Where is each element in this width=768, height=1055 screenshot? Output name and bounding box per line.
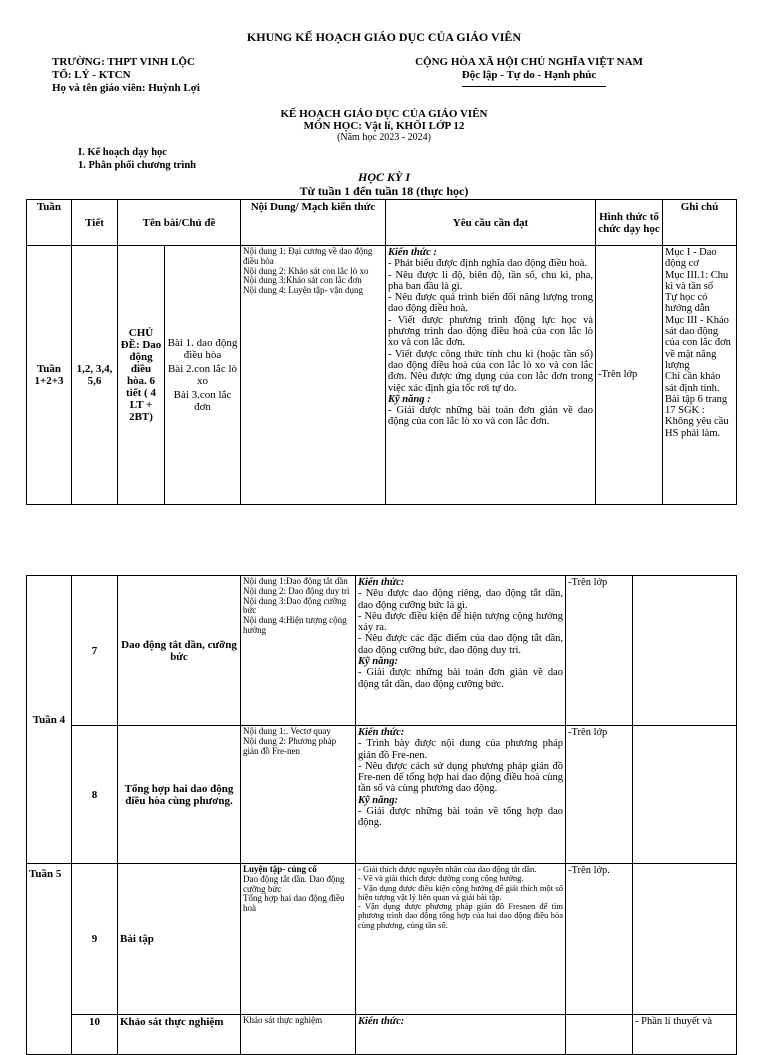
motto-underline	[462, 86, 606, 87]
row5-lesson: Khảo sát thực nghiệm	[118, 1015, 241, 1055]
row2-content-4: Nội dung 4:Hiện tượng cộng hưởng	[243, 615, 347, 635]
row1-note-3: Tự học có hướng dẫn	[665, 292, 710, 315]
row1-note-2: Mục III.1: Chu kì và tần số	[665, 269, 729, 292]
row3-lesson: Tổng hợp hai dao động điều hòa cùng phương.	[118, 726, 241, 864]
term-title: HỌC KỲ I	[357, 170, 410, 184]
row1-kn-line: - Giải được những bài toán đơn giản về dao động của con lắc lò xo và con lắc đơn.	[388, 405, 593, 428]
section-1: I. Kế hoạch dạy học	[78, 147, 167, 158]
row1-week: Tuần 1+2+3	[27, 246, 72, 505]
row2-requirement	[356, 576, 566, 726]
row4-requirement	[356, 864, 566, 1015]
row1-topic: CHỦ ĐỀ: Dao động điều hòa. 6 tiết ( 4 LT + 2BT)	[118, 246, 165, 505]
row1-content-3: Nội dung 3:Khảo sát con lắc đơn	[243, 275, 362, 286]
row4-content	[241, 864, 356, 1015]
group-name: TỔ: LÝ - KTCN	[52, 69, 131, 81]
row3-note	[633, 726, 737, 864]
row1-note-4: Mục III - Khảo sát dao động của con lắc đơn về mặt năng lượng	[665, 314, 731, 371]
header-note: Ghi chú	[663, 200, 737, 246]
header-lesson: Tên bài/Chủ đề	[118, 200, 241, 246]
row1-periods: 1,2, 3,4, 5,6	[72, 246, 118, 505]
row2-period: 7	[72, 576, 118, 726]
national-heading	[414, 56, 644, 82]
row3-period: 8	[72, 726, 118, 864]
term-range: Từ tuần 1 đến tuần 18 (thực học)	[299, 184, 469, 198]
row2-content-2: Nội dung 2: Dao động duy trì	[243, 585, 350, 596]
plan-title: KẾ HOẠCH GIÁO DỤC CỦA GIÁO VIÊN	[280, 108, 488, 120]
row1-lesson-3: Bài 3.con lắc đơn	[173, 389, 232, 413]
nation-title: CỘNG HÒA XÃ HỘI CHỦ NGHĨA VIỆT NAM	[415, 56, 643, 68]
row4-content-1: Dao động tắt dần. Dao động cưỡng bức	[243, 873, 345, 894]
row1-note-1: Mục I - Dao động cơ	[665, 247, 717, 270]
row2-content	[241, 576, 356, 726]
row2-form: -Trên lớp	[566, 576, 633, 726]
row3-req-2: - Nêu được cách sử dụng phương pháp giản đồ Fre-nen để tổng hợp hai dao động điều hoà cùng tần số và cùng phương dao động.	[358, 760, 563, 795]
row1-req-4: - Viết được phương trình động lực học và phương trình dao động điều hoà của con lắc lò xo và con lắc đơn.	[388, 314, 593, 349]
teacher-name: Họ và tên giáo viên: Huỳnh Lợi	[52, 82, 200, 94]
row1-kt-heading: Kiến thức :	[388, 247, 437, 258]
row1-req-5: - Viết được công thức tính chu kì (hoặc tần số) dao động điều hoà của con lắc lò xo và con lắc đơn. Nêu được ứng dụng của con lắc đơn trong việc xác định gia tốc rơi tự do.	[388, 348, 593, 394]
nation-motto: Độc lập - Tự do - Hạnh phúc	[461, 69, 597, 81]
row1-kn-heading: Kỹ năng :	[388, 393, 431, 405]
table-row	[27, 246, 737, 505]
row2-kt-heading: Kiến thức:	[358, 577, 405, 588]
row4-period: 9	[72, 864, 118, 1015]
row3-content-1: Nội dung 1:. Vectơ quay	[243, 726, 331, 736]
section-1-1: 1. Phân phối chương trình	[78, 160, 197, 171]
row4-req-3: - Vận dụng được điều kiện cộng hưởng để giải thích một số hiện tượng vật lý liên quan và giải bài tập.	[358, 882, 563, 902]
row4-req-4: - Vận dụng được phương pháp giản đồ Fresnen để tìm phương trình dao động tổng hợp của hai dao động điều hòa cùng phương, cùng tần số.	[358, 901, 563, 930]
row3-content-2: Nội dung 2: Phương pháp giản đồ Fre-nen	[243, 735, 337, 756]
row1-req-2: - Nêu được li độ, biên độ, tần số, chu kì, pha, pha ban đầu là gì.	[388, 269, 593, 292]
row5-requirement	[356, 1015, 566, 1055]
row5-note: - Phần lí thuyết và	[633, 1015, 737, 1055]
header-requirement: Yêu cầu cần đạt	[386, 200, 596, 246]
row1-lesson-2: Bài 2.con lắc lò xo	[167, 363, 238, 387]
table-header-row	[27, 200, 737, 246]
row1-lessons	[165, 246, 241, 505]
header-content: Nội Dung/ Mạch kiến thức	[241, 200, 386, 246]
row1-content-1: Nội dung 1: Đại cương về dao động điều hòa	[243, 246, 373, 266]
school-name: TRƯỜNG: THPT VINH LỘC	[52, 56, 195, 68]
plan-year: (Năm học 2023 - 2024)	[337, 132, 431, 143]
school-info	[52, 56, 200, 95]
row3-req-1: - Trình bày được nội dung của phương pháp giản đồ Fre-nen.	[358, 738, 563, 761]
row2-note	[633, 576, 737, 726]
row2-req-3: - Nêu được các đặc điểm của dao động tắt dần, dao động cưỡng bức, dao động duy trì.	[358, 633, 563, 656]
row5-content: Khảo sát thực nghiệm	[241, 1015, 356, 1055]
row3-kn-heading: Kỹ năng:	[358, 794, 398, 806]
row2-lesson: Dao động tắt dần, cưỡng bức	[118, 576, 241, 726]
row4-content-head: Luyện tập- củng cố	[243, 864, 317, 874]
row1-note-6: Bài tập 6 trang 17 SGK : Không yêu cầu HS phải làm.	[665, 393, 729, 439]
row3-content	[241, 726, 356, 864]
row3-form: -Trên lớp	[566, 726, 633, 864]
row2-content-3: Nội dung 3:Dao động cưỡng bức	[243, 595, 347, 616]
row2-content-1: Nội dung 1:Dao động tắt dần	[243, 576, 348, 586]
row2-week: Tuần 4	[27, 576, 72, 864]
row2-kn-heading: Kỹ năng:	[358, 656, 398, 668]
row3-requirement	[356, 726, 566, 864]
frame-title: KHUNG KẾ HOẠCH GIÁO DỤC CỦA GIÁO VIÊN	[246, 30, 522, 44]
row1-req-1: - Phát biểu được định nghĩa dao động điều hoà.	[388, 258, 588, 270]
plan-heading	[0, 108, 768, 144]
row4-note	[633, 864, 737, 1015]
row2-req-1: - Nêu được dao động riêng, dao động tắt dần, dao động cưỡng bức là gì.	[358, 588, 563, 611]
table-row	[27, 1015, 737, 1055]
header-period: Tiết	[72, 200, 118, 246]
row1-note	[663, 246, 737, 505]
row1-note-5: Chỉ cần khảo sát định tính.	[665, 371, 721, 394]
row4-content-2: Tổng hợp hai dao động điều hoà	[243, 893, 345, 914]
row1-content-4: Nội dung 4: Luyện tập- vận dụng	[243, 285, 363, 296]
row3-kn-line: - Giải được những bài toán về tổng hợp dao động.	[358, 806, 563, 829]
row1-requirement	[386, 246, 596, 505]
row5-period: 10	[72, 1015, 118, 1055]
row5-form	[566, 1015, 633, 1055]
row2-req-2: - Nêu được điều kiện để hiện tượng cộng hưởng xảy ra.	[358, 610, 563, 634]
header-week: Tuần	[27, 200, 72, 246]
row4-form: -Trên lớp.	[566, 864, 633, 1015]
row3-kt-heading: Kiến thức:	[358, 727, 405, 738]
table-row	[27, 726, 737, 864]
row1-req-3: - Nêu được quá trình biến đổi năng lượng trong dao động điều hoà.	[388, 292, 593, 315]
row1-form: -Trên lớp	[596, 246, 663, 505]
row4-req-2: - Vẽ và giải thích được đường cong cộng hưởng.	[358, 873, 524, 884]
row5-kt-heading: Kiến thức:	[358, 1016, 405, 1027]
plan-table-1	[26, 199, 737, 505]
row1-lesson-1: Bài 1. dao động điều hòa	[167, 337, 238, 361]
row2-kn-line: - Giải được những bài toán đơn giản về dao động tắt dần, dao động cưỡng bức.	[358, 667, 563, 690]
plan-subject: MÔN HỌC: Vật lí, KHỐI LỚP 12	[303, 120, 465, 132]
table-row	[27, 576, 737, 726]
table-row	[27, 864, 737, 1015]
header-form: Hình thức tổ chức dạy học	[596, 200, 663, 246]
row1-content-2: Nội dung 2: Khảo sát con lắc lò xo	[243, 265, 369, 276]
plan-table-2	[26, 575, 737, 1055]
section-headings	[78, 146, 196, 172]
term-heading	[0, 170, 768, 198]
row4-week: Tuần 5	[27, 864, 72, 1055]
row1-content	[241, 246, 386, 505]
row4-req-1: - Giải thích được nguyên nhân của dao động tắt dần.	[358, 864, 537, 874]
row4-lesson: Bài tập	[118, 864, 241, 1015]
